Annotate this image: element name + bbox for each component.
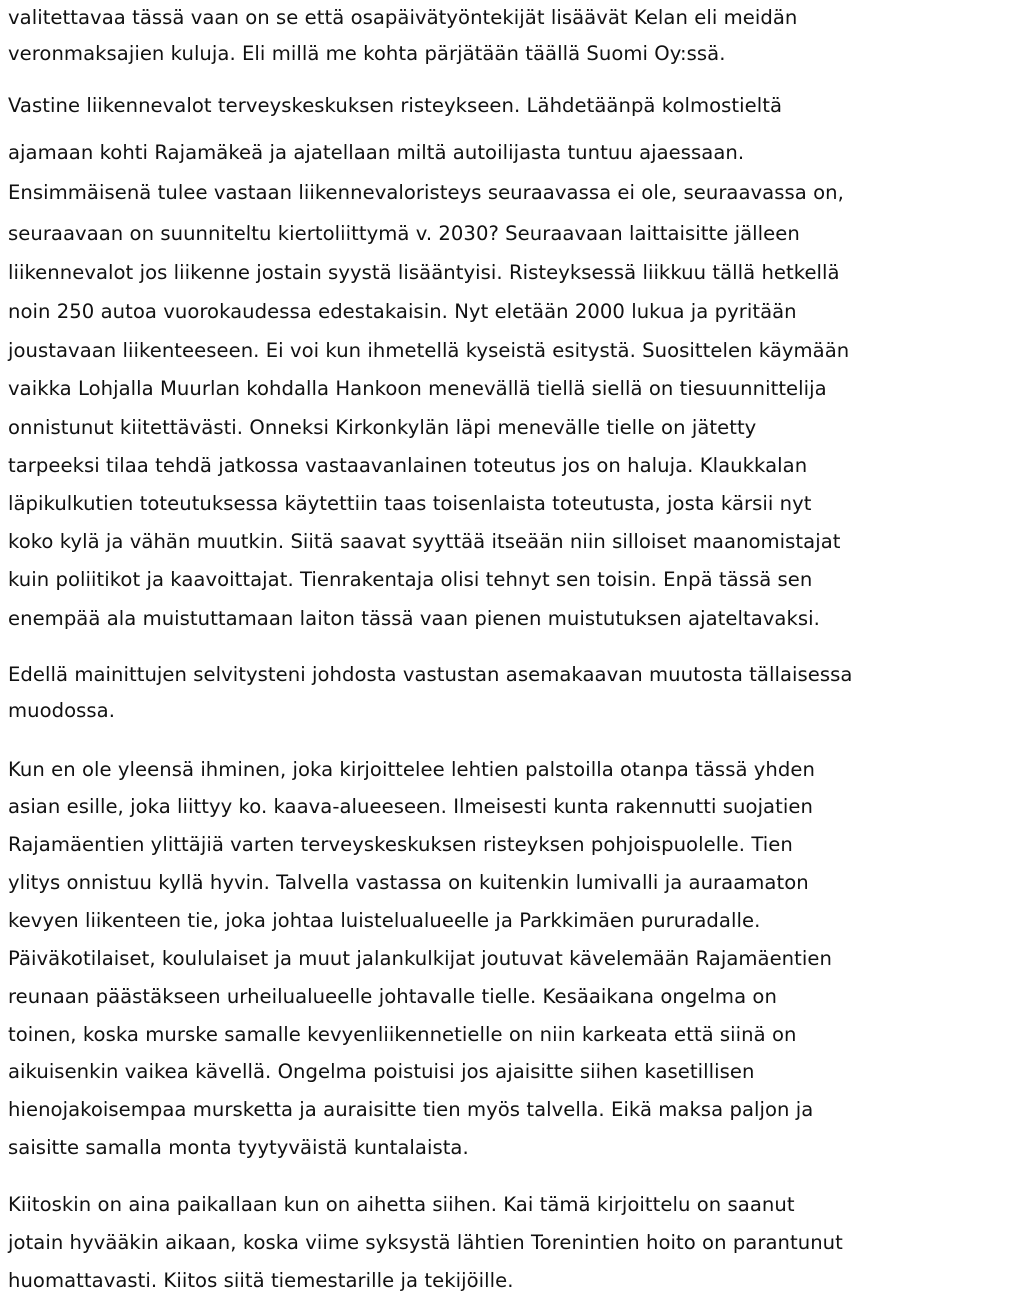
text-line: kevyen liikenteen tie, joka johtaa luistelualueelle ja Parkkimäen pururadalle. xyxy=(8,909,761,932)
text-line: Vastine liikennevalot terveyskeskuksen risteykseen. Lähdetäänpä kolmostieltä xyxy=(8,94,783,117)
text-line: enempää ala muistuttamaan laiton tässä vaan pienen muistutuksen ajateltavaksi. xyxy=(8,607,820,630)
text-line: muodossa. xyxy=(8,699,116,722)
text-line: ajamaan kohti Rajamäkeä ja ajatellaan miltä autoilijasta tuntuu ajaessaan. xyxy=(8,141,745,164)
text-line: reunaan päästäkseen urheilualueelle johtavalle tielle. Kesäaikana ongelma on xyxy=(8,985,777,1008)
text-line: onnistunut kiitettävästi. Onneksi Kirkonkylän läpi menevälle tielle on jätetty xyxy=(8,416,757,439)
text-line: jotain hyvääkin aikaan, koska viime syksystä lähtien Torenintien hoito on parantunut xyxy=(8,1231,843,1254)
text-line: asian esille, joka liittyy ko. kaava-alueeseen. Ilmeisesti kunta rakennutti suojatien xyxy=(8,795,813,818)
text-line: Ensimmäisenä tulee vastaan liikennevaloristeys seuraavassa ei ole, seuraavassa on, xyxy=(8,181,844,204)
text-line: kuin poliitikot ja kaavoittajat. Tienrakentaja olisi tehnyt sen toisin. Enpä tässä sen xyxy=(8,568,813,591)
text-line: Kiitoskin on aina paikallaan kun on aihetta siihen. Kai tämä kirjoittelu on saanut xyxy=(8,1193,795,1216)
text-line: koko kylä ja vähän muutkin. Siitä saavat syyttää itseään niin silloiset maanomistajat xyxy=(8,530,841,553)
text-line: liikennevalot jos liikenne jostain syystä lisääntyisi. Risteyksessä liikkuu tällä hetkellä xyxy=(8,261,840,284)
text-line: joustavaan liikenteeseen. Ei voi kun ihmetellä kyseistä esitystä. Suosittelen käymään xyxy=(8,339,850,362)
text-line: seuraavaan on suunniteltu kiertoliittymä v. 2030? Seuraavaan laittaisitte jälleen xyxy=(8,222,800,245)
text-line: huomattavasti. Kiitos siitä tiemestarille ja tekijöille. xyxy=(8,1269,514,1292)
text-line: toinen, koska murske samalle kevyenliikennetielle on niin karkeata että siinä on xyxy=(8,1023,797,1046)
text-line: Päiväkotilaiset, koululaiset ja muut jalankulkijat joutuvat kävelemään Rajamäentien xyxy=(8,947,832,970)
text-line: Rajamäentien ylittäjiä varten terveyskeskuksen risteyksen pohjoispuolelle. Tien xyxy=(8,833,793,856)
text-line: vaikka Lohjalla Muurlan kohdalla Hankoon menevällä tiellä siellä on tiesuunnittelija xyxy=(8,377,827,400)
text-line: valitettavaa tässä vaan on se että osapäivätyöntekijät lisäävät Kelan eli meidän xyxy=(8,6,798,29)
text-line: läpikulkutien toteutuksessa käytettiin taas toisenlaista toteutusta, josta kärsii nyt xyxy=(8,492,812,515)
text-line: saisitte samalla monta tyytyväistä kuntalaista. xyxy=(8,1136,469,1159)
text-line: hienojakoisempaa mursketta ja auraisitte tien myös talvella. Eikä maksa paljon ja xyxy=(8,1098,814,1121)
text-line: aikuisenkin vaikea kävellä. Ongelma poistuisi jos ajaisitte siihen kasetillisen xyxy=(8,1060,755,1083)
text-line: Edellä mainittujen selvitysteni johdosta vastustan asemakaavan muutosta tällaisessa xyxy=(8,663,853,686)
text-line: tarpeeksi tilaa tehdä jatkossa vastaavanlainen toteutus jos on haluja. Klaukkalan xyxy=(8,454,808,477)
text-line: ylitys onnistuu kyllä hyvin. Talvella vastassa on kuitenkin lumivalli ja auraamaton xyxy=(8,871,809,894)
text-line: Kun en ole yleensä ihminen, joka kirjoittelee lehtien palstoilla otanpa tässä yhden xyxy=(8,758,815,781)
text-line: noin 250 autoa vuorokaudessa edestakaisin. Nyt eletään 2000 lukua ja pyritään xyxy=(8,300,797,323)
text-line: veronmaksajien kuluja. Eli millä me kohta pärjätään täällä Suomi Oy:ssä. xyxy=(8,42,726,65)
